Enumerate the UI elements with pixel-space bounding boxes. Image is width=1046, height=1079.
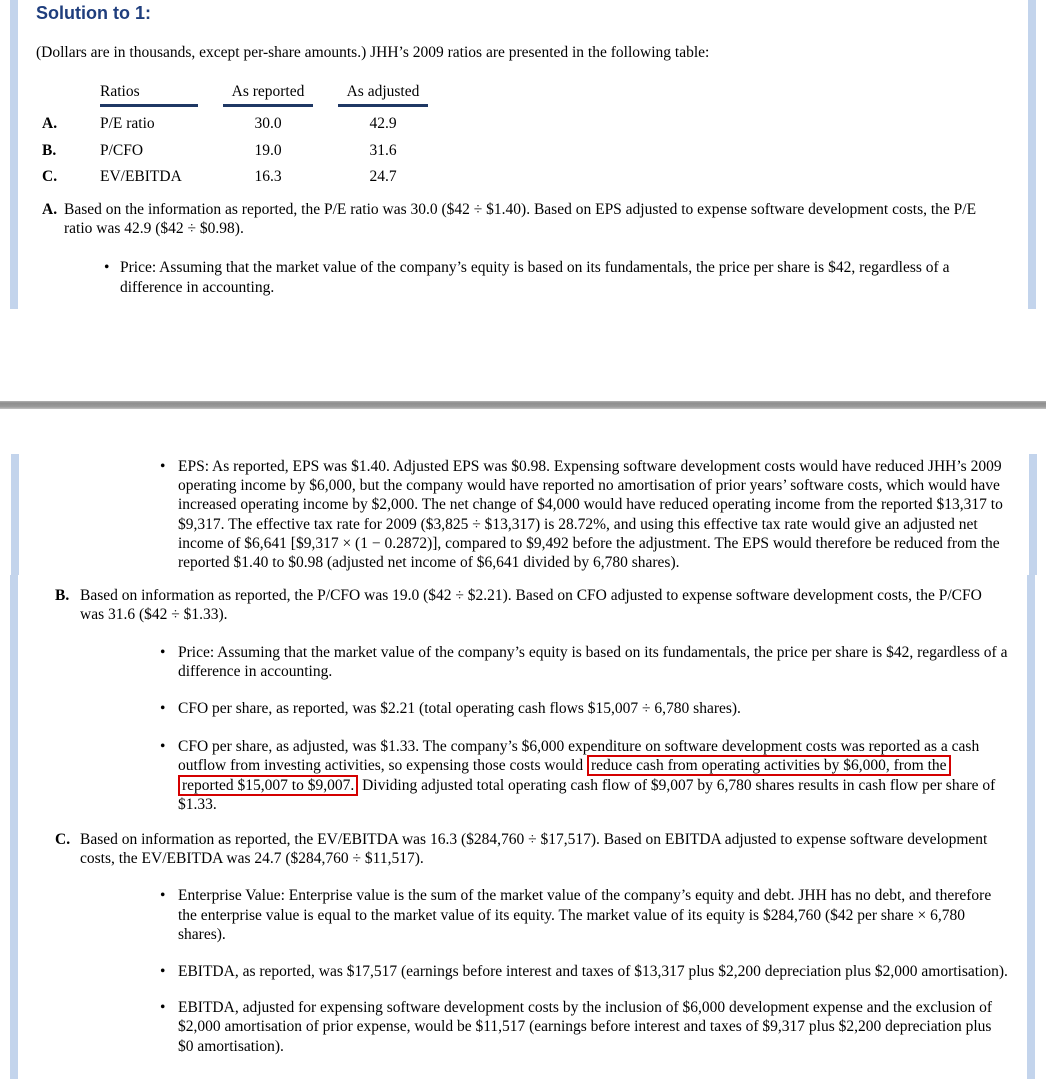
bullet-dot-icon: •: [160, 700, 166, 718]
bullet-ebitda-reported: [160, 962, 1008, 981]
bullet-ebitda-adjusted-text: EBITDA, adjusted for expensing software development costs by the inclusion of $6,000 development expense and the exclusion of $2,000 amortisation of prior expense, would be $11,517 (earnings before interest and taxes of $9,317 plus $2,200 depreciation plus $0 amortisation).: [178, 999, 992, 1055]
item-c: [55, 830, 1008, 868]
table-value-as-reported: 30.0: [254, 115, 282, 133]
table-header-as-reported: As reported: [223, 82, 313, 107]
table-row-marker: A.: [42, 115, 58, 133]
page-break-divider: [0, 401, 1046, 409]
bullet-ebitda-reported-text: EBITDA, as reported, was $17,517 (earnings before interest and taxes of $13,317 plus $2,200 depreciation plus $2,000 amortisation).: [178, 963, 1008, 981]
item-c-text: Based on information as reported, the EV/EBITDA was 16.3 ($284,760 ÷ $17,517). Based on EBITDA adjusted to expense software development costs, the EV/EBITDA was 24.7 ($284,760 ÷ $11,517).: [80, 831, 988, 868]
ratios-table: [42, 82, 1008, 186]
bullet-price-bottom: [160, 643, 1008, 681]
cfo-adjusted-segment: CFO per share, as adjusted, was $1.33. The company’s $6,000 expenditure on software development costs was reported as a cash outflow from investing activities, so expensing those costs would: [178, 738, 980, 775]
solution-section-top: [36, 0, 1008, 297]
table-value-as-adjusted: 24.7: [369, 167, 397, 185]
bullet-price-top: [104, 258, 1008, 296]
table-value-as-adjusted: 31.6: [369, 141, 397, 159]
bullet-enterprise-value-text: Enterprise Value: Enterprise value is the sum of the market value of the company’s equity and debt. JHH has no debt, and therefore the enterprise value is equal to the market value of its equity. The market value of its equity is $284,760 ($42 per share × 6,780 shares).: [178, 887, 992, 943]
table-header-as-adjusted: As adjusted: [338, 82, 428, 107]
bullet-dot-icon: •: [160, 643, 166, 661]
table-value-as-reported: 16.3: [254, 167, 282, 185]
bullet-dot-icon: •: [160, 458, 166, 475]
bullet-eps: [160, 457, 1008, 572]
red-highlight-box-1: reduce cash from operating activities by $6,000, from the: [587, 755, 951, 776]
table-header-ratios: Ratios: [100, 82, 198, 107]
item-a-marker: A.: [42, 201, 58, 219]
cfo-adjusted-segment: Dividing adjusted total operating cash flow of $9,007 by 6,780 shares results in cash flow per share of $1.33.: [178, 776, 996, 813]
bullet-cfo-adjusted-text: [178, 737, 1008, 814]
table-row-marker: B.: [42, 141, 57, 159]
solution-block-border-right-top: [1028, 0, 1036, 309]
item-b-marker: B.: [55, 587, 70, 605]
item-b: [55, 586, 1008, 624]
table-row-marker: C.: [42, 167, 58, 185]
bullet-ebitda-adjusted: [160, 998, 1008, 1056]
bullet-dot-icon: •: [160, 738, 166, 756]
bullet-dot-icon: •: [104, 259, 110, 277]
solution-block-border-left-top: [10, 0, 18, 309]
item-a-text: Based on the information as reported, the P/E ratio was 30.0 ($42 ÷ $1.40). Based on EPS adjusted to expense software development costs, the P/E ratio was 42.9 ($42 ÷ $0.98).: [64, 201, 977, 238]
bullet-dot-icon: •: [160, 999, 166, 1017]
intro-paragraph: (Dollars are in thousands, except per-share amounts.) JHH’s 2009 ratios are presented in the following table:: [36, 44, 710, 61]
bullet-cfo-reported-text: CFO per share, as reported, was $2.21 (total operating cash flows $15,007 ÷ 6,780 shares).: [178, 700, 741, 718]
solution-block-border-right-upper: [1029, 454, 1037, 575]
table-ratio-name: P/E ratio: [100, 115, 155, 133]
solution-heading: Solution to 1:: [36, 3, 151, 23]
item-b-text: Based on information as reported, the P/CFO was 19.0 ($42 ÷ $2.21). Based on CFO adjusted to expense software development costs, the P/CFO was 31.6 ($42 ÷ $1.33).: [80, 587, 982, 624]
bullet-cfo-adjusted: [160, 737, 1008, 814]
table-header-empty: [42, 82, 75, 107]
solution-block-border-left-lower: [10, 575, 18, 1079]
table-value-as-adjusted: 42.9: [369, 115, 397, 133]
table-value-as-reported: 19.0: [254, 141, 282, 159]
solution-block-border-left-upper: [11, 454, 19, 575]
bullet-dot-icon: •: [160, 887, 166, 905]
table-ratio-name: P/CFO: [100, 141, 144, 159]
bullet-price-text: Price: Assuming that the market value of the company’s equity is based on its fundamentals, the price per share is $42, regardless of a difference in accounting.: [178, 643, 1008, 680]
bullet-cfo-reported: [160, 699, 1008, 718]
bullet-eps-text: EPS: As reported, EPS was $1.40. Adjusted EPS was $0.98. Expensing software development costs would have reduced JHH’s 2009 operating income by $6,000, but the company would have reported no amortisation of prior years’ software costs, which would have increased operating income by $2,000. The net change of $4,000 would have reduced operating income from the reported $13,317 to $9,317. The effective tax rate for 2009 ($3,825 ÷ $13,317) is 28.72%, and using this effective tax rate would give an adjusted net income of $6,641 [$9,317 × (1 − 0.2872)], compared to $9,492 before the adjustment. The EPS would therefore be reduced from the reported $1.40 to $0.98 (adjusted net income of $6,641 divided by 6,780 shares).: [178, 458, 1003, 572]
bullet-price-text: Price: Assuming that the market value of the company’s equity is based on its fundamentals, the price per share is $42, regardless of a difference in accounting.: [120, 259, 950, 296]
item-c-marker: C.: [55, 831, 71, 849]
red-highlight-box-2: reported $15,007 to $9,007.: [178, 775, 358, 796]
bullet-dot-icon: •: [160, 963, 166, 981]
solution-block-border-right-lower: [1027, 575, 1035, 1079]
bullet-enterprise-value: [160, 886, 1008, 944]
table-ratio-name: EV/EBITDA: [100, 167, 182, 185]
item-a: [42, 200, 1008, 238]
solution-section-bottom: [36, 450, 1008, 1056]
